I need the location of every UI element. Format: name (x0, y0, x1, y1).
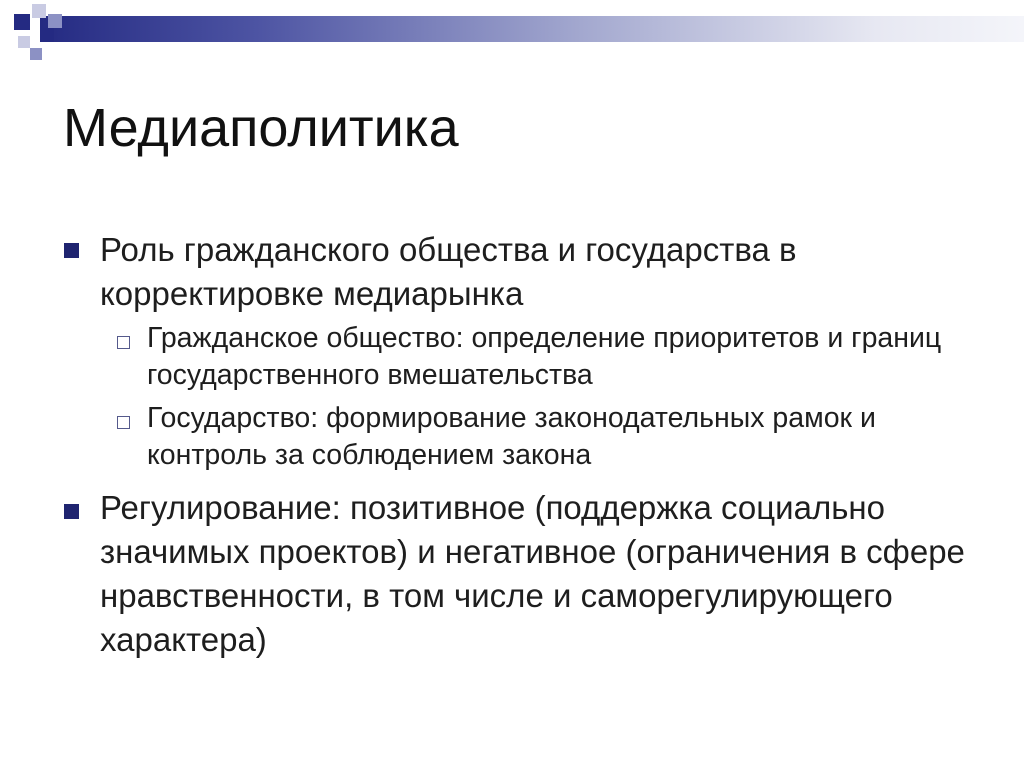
decor-square (48, 14, 62, 28)
decor-square (32, 4, 46, 18)
decor-square (30, 48, 42, 60)
decor-square (40, 28, 54, 42)
decor-square (18, 36, 30, 48)
slide-title: Медиаполитика (63, 98, 459, 158)
bullet-marker-square (64, 243, 79, 258)
decor-square (14, 14, 30, 30)
bullet-marker-square (64, 504, 79, 519)
header-gradient-band (40, 16, 1024, 42)
sub-bullet-item: Государство: формирование законодательных рамок и контроль за соблюдением закона (147, 402, 876, 471)
bullet-item: Роль гражданского общества и государства в корректировке медиарынка (100, 231, 797, 312)
sub-bullet-marker-square (117, 416, 130, 429)
sub-bullet-marker-square (117, 336, 130, 349)
sub-bullet-item: Гражданское общество: определение приоритетов и границ государственного вмешательства (147, 322, 942, 391)
bullet-item: Регулирование: позитивное (поддержка социально значимых проектов) и негативное (ограничения в сфере нравственности, в том числе и саморегулирующего характера) (100, 489, 965, 658)
